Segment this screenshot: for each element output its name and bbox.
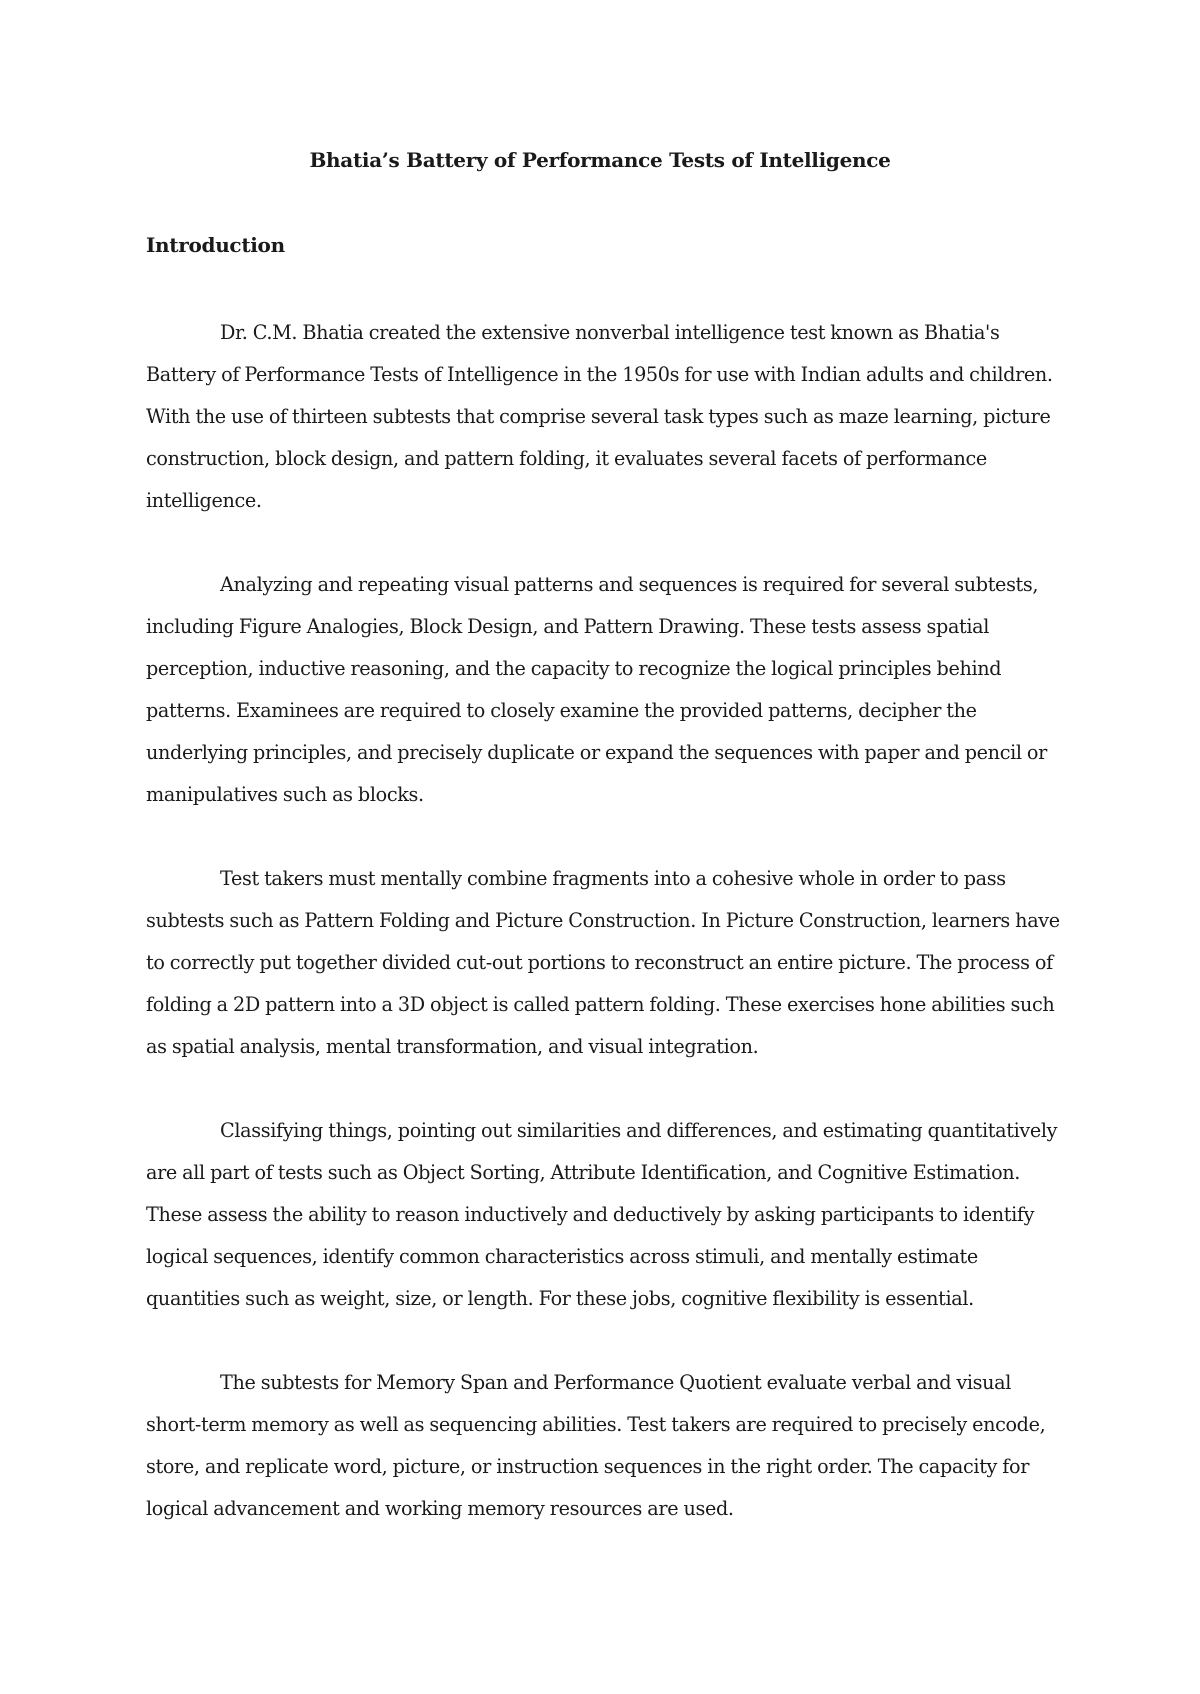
document-title: Bhatia’s Battery of Performance Tests of Intelligence — [309, 148, 891, 172]
paragraph-4: Classifying things, pointing out similarities and differences, and estimating quantitatively are all part of tests such as Object Sorting, Attribute Identification, and Cognitive Estimation. These assess the ability to reason inductively and deductively by asking participants to identify logical sequences, identify common characteristics across stimuli, and mentally estimate quantities such as weight, size, or length. For these jobs, cognitive flexibility is essential. — [146, 1119, 1058, 1310]
paragraph-1: Dr. C.M. Bhatia created the extensive nonverbal intelligence test known as Bhatia's Battery of Performance Tests of Intelligence in the 1950s for use with Indian adults and children. With the use of thirteen subtests that comprise several task types such as maze learning, picture construction, block design, and pattern folding, it evaluates several facets of performance intelligence. — [146, 321, 1053, 512]
paragraph-2: Analyzing and repeating visual patterns and sequences is required for several subtests, including Figure Analogies, Block Design, and Pattern Drawing. These tests assess spatial perception, inductive reasoning, and the capacity to recognize the logical principles behind patterns. Examinees are required to closely examine the provided patterns, decipher the underlying principles, and precisely duplicate or expand the sequences with paper and pencil or manipulatives such as blocks. — [146, 573, 1047, 806]
paragraph-3: Test takers must mentally combine fragments into a cohesive whole in order to pass subtests such as Pattern Folding and Picture Construction. In Picture Construction, learners have to correctly put together divided cut-out portions to reconstruct an entire picture. The process of folding a 2D pattern into a 3D object is called pattern folding. These exercises hone abilities such as spatial analysis, mental transformation, and visual integration. — [146, 867, 1060, 1058]
section-heading-introduction: Introduction — [146, 233, 285, 257]
paragraph-5: The subtests for Memory Span and Performance Quotient evaluate verbal and visual short-term memory as well as sequencing abilities. Test takers are required to precisely encode, store, and replicate word, picture, or instruction sequences in the right order. The capacity for logical advancement and working memory resources are used. — [146, 1371, 1046, 1520]
document-body — [146, 312, 1071, 1572]
